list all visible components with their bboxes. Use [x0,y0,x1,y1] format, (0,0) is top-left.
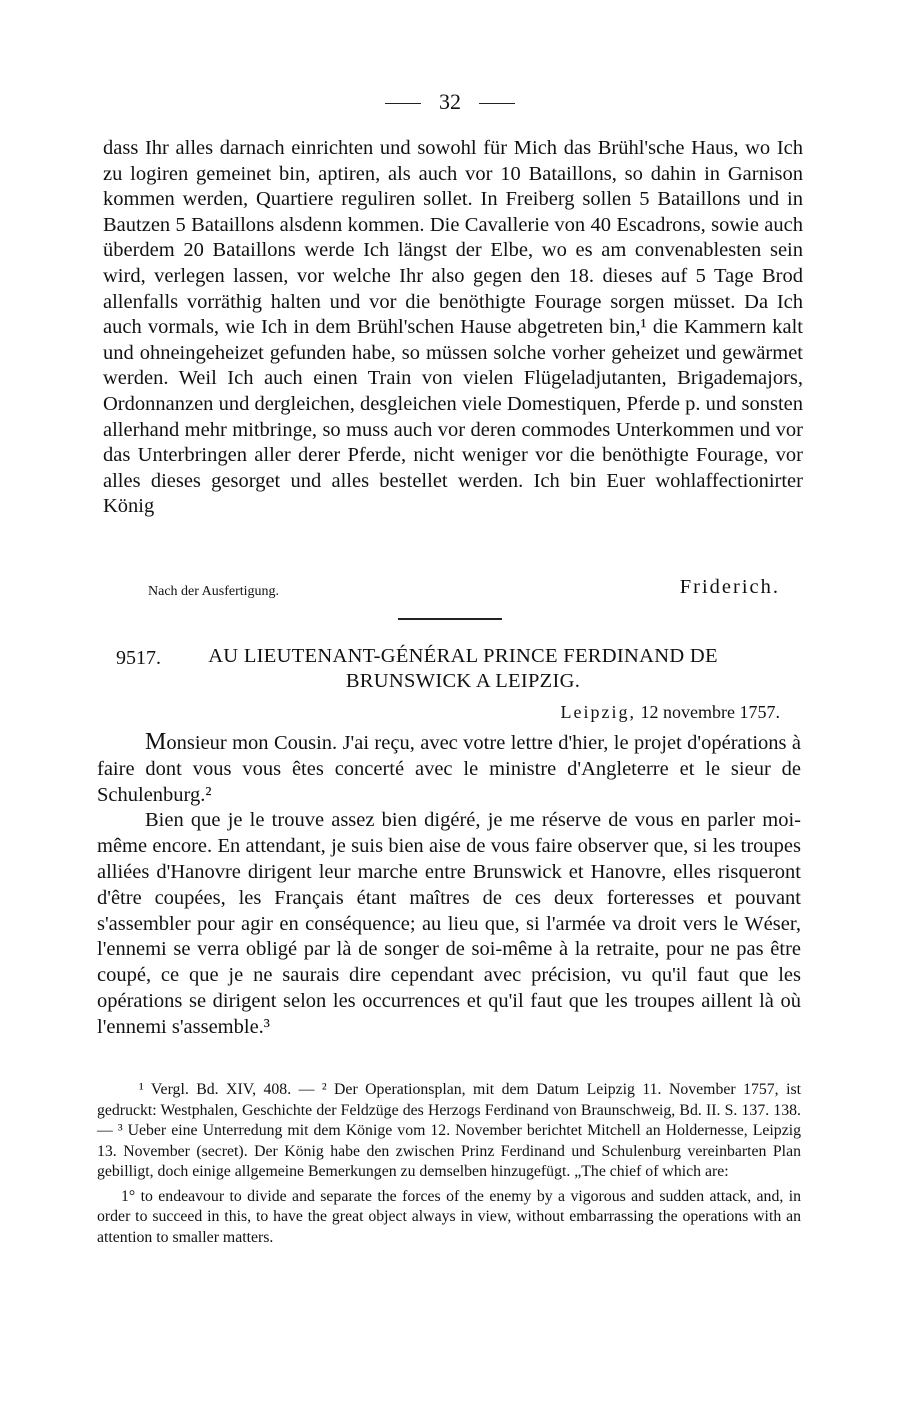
section-divider [398,618,502,620]
header-dash-right [479,103,515,104]
footnotes [97,1080,801,1248]
german-letter-signoff [148,576,780,604]
page-number: 32 [439,89,461,114]
german-letter-paragraph: dass Ihr alles darnach einrichten und sowohl für Mich das Brühl'sche Haus, wo Ich zu logiren gemeinet bin, aptiren, als auch vor 10 Bataillons, so dahin in Garnison kommen werden, Quartiere reguliren sollet. In Freiberg sollen 5 Bataillons und in Bautzen 5 Bataillons alsdenn kommen. Die Cavallerie von 40 Escadrons, sowie auch überdem 20 Bataillons werde Ich längst der Elbe, wo es am convenablesten sein wird, verlegen lassen, vor welche Ihr also gegen den 18. dieses auf 5 Tage Brod allenfalls vorräthig halten und vor die benöthigte Fourage sorgen müsset. Da Ich auch vormals, wie Ich in dem Brühl'schen Hause abgetreten bin,¹ die Kammern kalt und ohneingeheizet gefunden habe, so müssen solche vorher geheizet und gewärmet werden. Weil Ich auch einen Train von vielen Flügeladjutanten, Brigademajors, Ordonnanzen und dergleichen, desgleichen viele Domestiquen, Pferde p. und sonsten allerhand mehr mitbringe, so muss auch vor deren commodes Unterkommen und vor das Unterbringen aller derer Pferde, nicht weniger vor die benöthigte Fourage, vor alles dieses gesorget und alles bestellet werden. Ich bin Euer wohlaffectionirter König [103,137,803,518]
footnote-main: ¹ Vergl. Bd. XIV, 408. — ² Der Operationsplan, mit dem Datum Leipzig 11. November 1757, ist gedruckt: Westphalen, Geschichte der Feldzüge des Herzogs Ferdinand von Braunschweig, Bd. II. S. 137. 138. — ³ Ueber eine Unterredung mit dem Könige vom 12. November berichtet Mitchell an Holdernesse, Leipzig 13. November (secret). Der König habe den zwischen Prinz Ferdinand und Schulenburg vereinbarten Plan gebilligt, doch einige allgemeine Bemerkungen zu demselben hinzugefügt. „The chief of which are: [97,1081,801,1180]
document-number: 9517. [116,647,161,669]
source-note: Nach der Ausfertigung. [148,584,280,599]
french-letter-paragraph-2: Bien que je le trouve assez bien digéré, je me réserve de vous en parler moi-même encore. En attendant, je suis bien aise de vous faire observer que, si les troupes alliées d'Hanovre dirigent leur marche entre Brunswick et Hanovre, elles risqueront d'être coupées, les Français étant maîtres de ces deux forteresses et pouvant s'assembler pour agir en conséquence; au lieu que, si l'armée va droit vers le Wéser, l'ennemi se verra obligé par là de songer de soi-même à la retraite, pour ne pas être coupé, ce que je ne saurais dire cependant avec précision, vu qu'il faut que les opérations se dirigent selon les occurrences et qu'il faut que les troupes aillent là où l'ennemi s'assemble.³ [97,809,801,1038]
french-letter-body [97,730,801,1041]
footnote-quote: 1° to endeavour to divide and separate the forces of the enemy by a vigorous and sudden attack, and, in order to succeed in this, to have the great object always in view, without embarrassing the operations with an attention to smaller matters. [97,1187,801,1246]
document-title-line-2: BRUNSWICK A LEIPZIG. [345,670,581,692]
page-header [0,88,900,116]
header-dash-left [385,103,421,104]
dateline-place: Leipzig, [560,702,637,722]
document-heading [110,644,800,694]
dateline [561,702,780,723]
signature: Friderich. [679,576,780,598]
document-title-line-1: AU LIEUTENANT-GÉNÉRAL PRINCE FERDINAND DE [208,645,718,667]
dateline-date: 12 novembre 1757. [640,702,780,722]
french-letter-paragraph-1: Monsieur mon Cousin. J'ai reçu, avec votre lettre d'hier, le projet d'opérations à faire dont vous vous êtes concerté avec le ministre d'Angleterre et le sieur de Schulenburg.² [97,729,801,806]
german-letter-body [103,136,803,520]
